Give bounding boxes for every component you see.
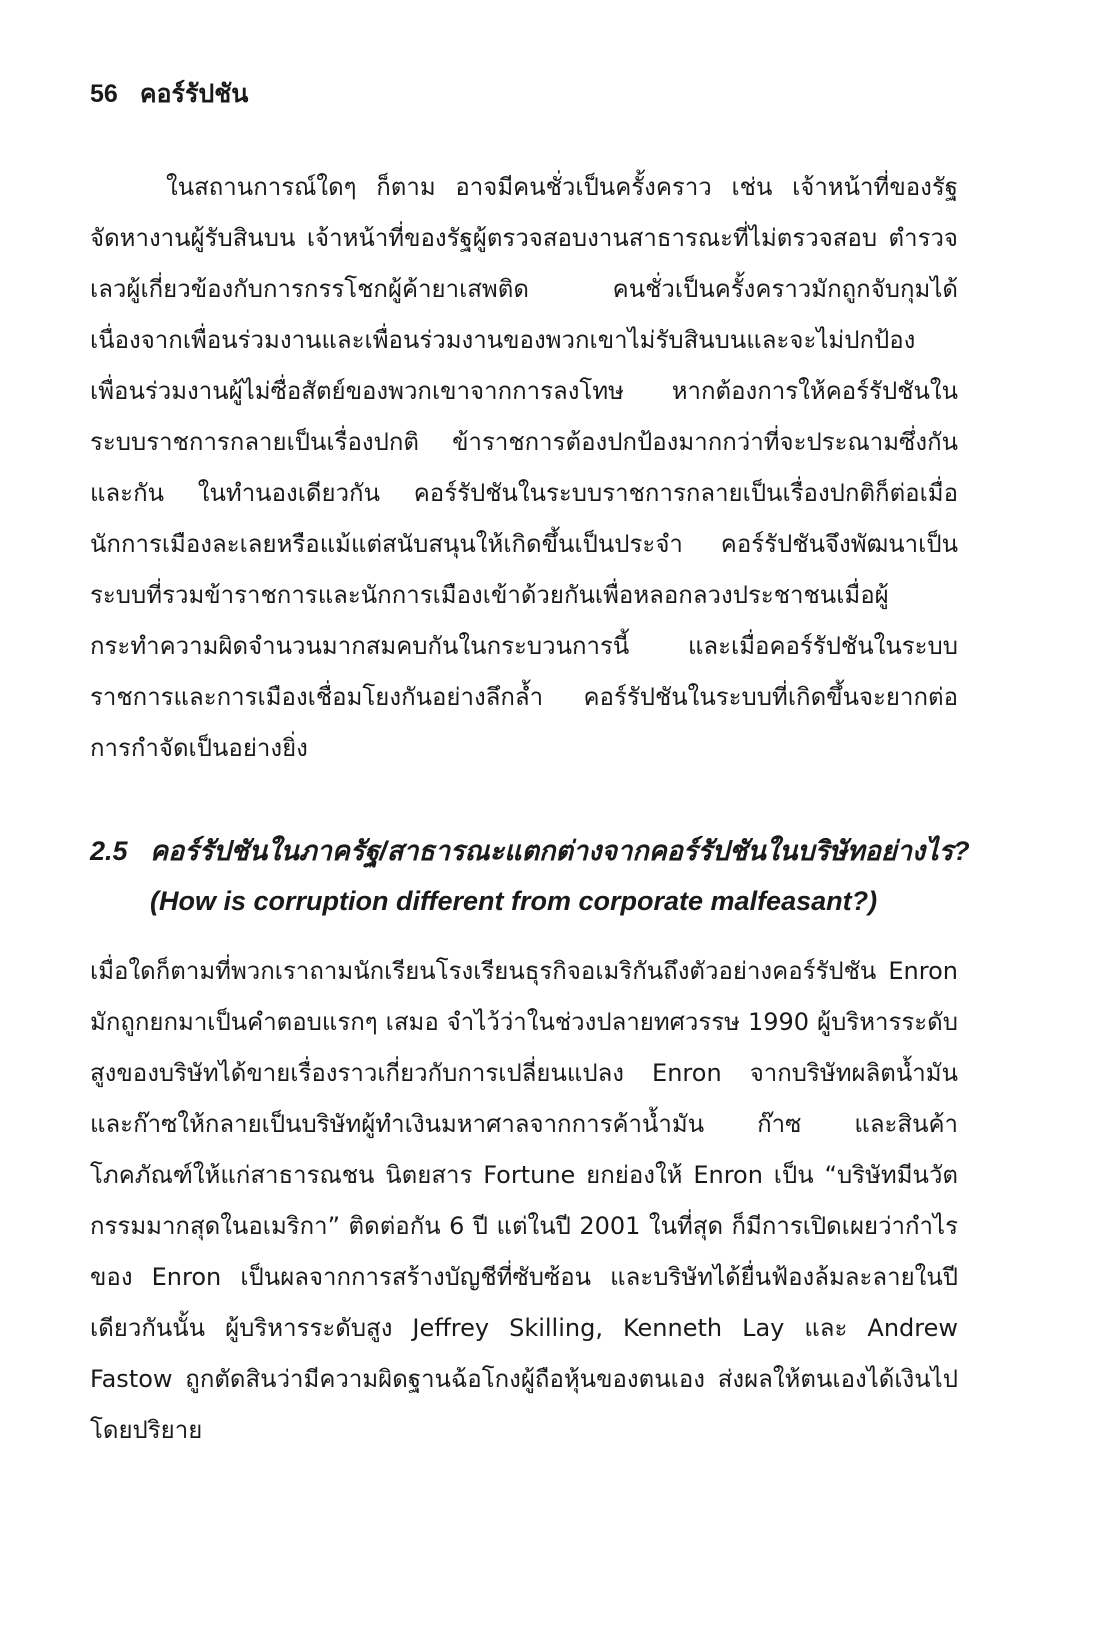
paragraph-1: ในสถานการณ์ใดๆ ก็ตาม อาจมีคนชั่วเป็นครั้งคราว เช่น เจ้าหน้าที่ของรัฐจัดหางานผู้รับสินบน เจ้าหน้าที่ของรัฐผู้ตรวจสอบงานสาธารณะที่ไม่ตรวจสอบ ตำรวจเลวผู้เกี่ยวข้องกับการกรรโชกผู้ค้ายาเสพติด คนชั่วเป็นครั้งคราวมักถูกจับกุมได้เนื่องจากเพื่อนร่วมงานและเพื่อนร่วมงานของพวกเขาไม่รับสินบนและจะไม่ปกป้องเพื่อนร่วมงานผู้ไม่ซื่อสัตย์ของพวกเขาจากการลงโทษ หากต้องการให้คอร์รัปชันในระบบราชการกลายเป็นเรื่องปกติ ข้าราชการต้องปกป้องมากกว่าที่จะประณามซึ่งกันและกัน ในทำนองเดียวกัน คอร์รัปชันในระบบราชการกลายเป็นเรื่องปกติก็ต่อเมื่อนักการเมืองละเลยหรือแม้แต่สนับสนุนให้เกิดขึ้นเป็นประจำ คอร์รัปชันจึงพัฒนาเป็นระบบที่รวมข้าราชการและนักการเมืองเข้าด้วยกันเพื่อหลอกลวงประชาชนเมื่อผู้กระทำความผิดจำนวนมากสมคบกันในกระบวนการนี้ และเมื่อคอร์รัปชันในระบบราชการและการเมืองเชื่อมโยงกันอย่างลึกล้ำ คอร์รัปชันในระบบที่เกิดขึ้นจะยากต่อการกำจัดเป็นอย่างยิ่ง: [90, 173, 958, 762]
page-number: 56: [90, 80, 118, 108]
section-number: 2.5: [90, 836, 128, 866]
running-header: [90, 74, 248, 114]
section-title-th: คอร์รัปชันในภาครัฐ/สาธารณะแตกต่างจากคอร์รัปชันในบริษัทอย่างไร?: [150, 836, 970, 866]
section-title-en: (How is corruption different from corporate malfeasant?): [150, 886, 878, 916]
paragraph-2: เมื่อใดก็ตามที่พวกเราถามนักเรียนโรงเรียนธุรกิจอเมริกันถึงตัวอย่างคอร์รัปชัน Enron มักถูกยกมาเป็นคำตอบแรกๆ เสมอ จำไว้ว่าในช่วงปลายทศวรรษ 1990 ผู้บริหารระดับสูงของบริษัทได้ขายเรื่องราวเกี่ยวกับการเปลี่ยนแปลง Enron จากบริษัทผลิตน้ำมันและก๊าซให้กลายเป็นบริษัทผู้ทำเงินมหาศาลจากการค้าน้ำมัน ก๊าซ และสินค้าโภคภัณฑ์ให้แก่สาธารณชน นิตยสาร Fortune ยกย่องให้ Enron เป็น “บริษัทมีนวัตกรรมมากสุดในอเมริกา” ติดต่อกัน 6 ปี แต่ในปี 2001 ในที่สุด ก็มีการเปิดเผยว่ากำไรของ Enron เป็นผลจากการสร้างบัญชีที่ซับซ้อน และบริษัทได้ยื่นฟ้องล้มละลายในปีเดียวกันนั้น ผู้บริหารระดับสูง Jeffrey Skilling, Kenneth Lay และ Andrew Fastow ถูกตัดสินว่ามีความผิดฐานฉ้อโกงผู้ถือหุ้นของตนเอง ส่งผลให้ตนเองได้เงินไปโดยปริยาย: [90, 957, 958, 1444]
section-heading: [90, 826, 990, 926]
running-title: คอร์รัปชัน: [139, 80, 249, 108]
